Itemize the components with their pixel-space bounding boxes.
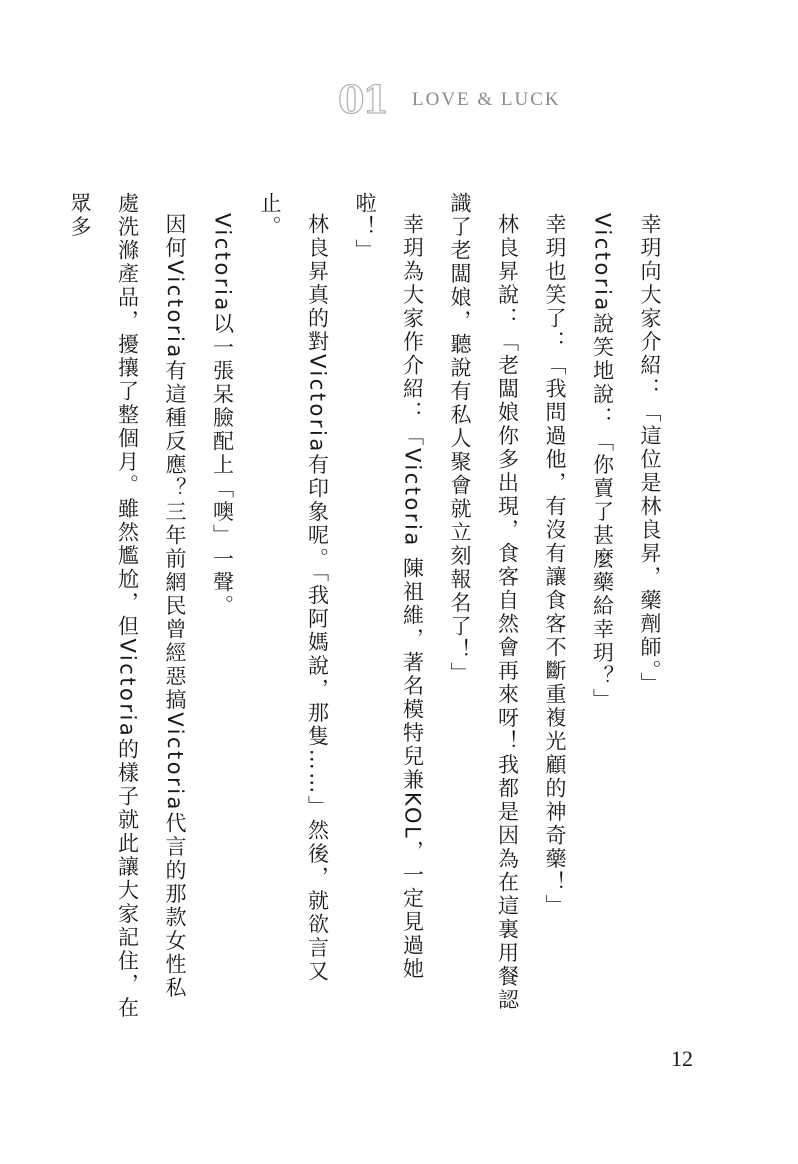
paragraph: 林良昇說：「老闆娘你多出現，食客自然會再來呀！我都是因為在這裏用餐認識了老闆娘，聽說有私人聚會就立刻報名了！」 [448, 192, 520, 1012]
chapter-header [338, 78, 561, 122]
paragraph: 幸玥也笑了：「我問過他，有沒有讓食客不斷重複光顧的神奇藥！」 [543, 213, 567, 918]
paragraph: 因何Victoria有這種反應？三年前網民曾經惡搞Victoria代言的那款女性私處洗滌產品，擾攘了整個月。雖然尷尬，但Victoria的樣子就此讓大家記住，在眾多 [68, 192, 187, 1021]
page-number: 12 [671, 1046, 693, 1071]
chapter-number: 01 [338, 77, 387, 122]
paragraph: Victoria以一張呆臉配上「噢」一聲。 [210, 213, 235, 619]
chapter-title: LOVE & LUCK [412, 89, 561, 110]
paragraph: 林良昇真的對Victoria有印象呢。「我阿媽說，那隻……」然後，就欲言又止。 [258, 192, 330, 984]
paragraph: 幸玥為大家作介紹：「Victoria 陳祖維，著名模特兒兼KOL，一定見過她啦！」 [353, 192, 425, 982]
vertical-body-text [56, 192, 674, 1022]
paragraph: Victoria說笑地說：「你賣了甚麼藥給幸玥？」 [590, 213, 615, 713]
paragraph: 幸玥向大家介紹：「這位是林良昇，藥劑師。」 [638, 213, 662, 696]
